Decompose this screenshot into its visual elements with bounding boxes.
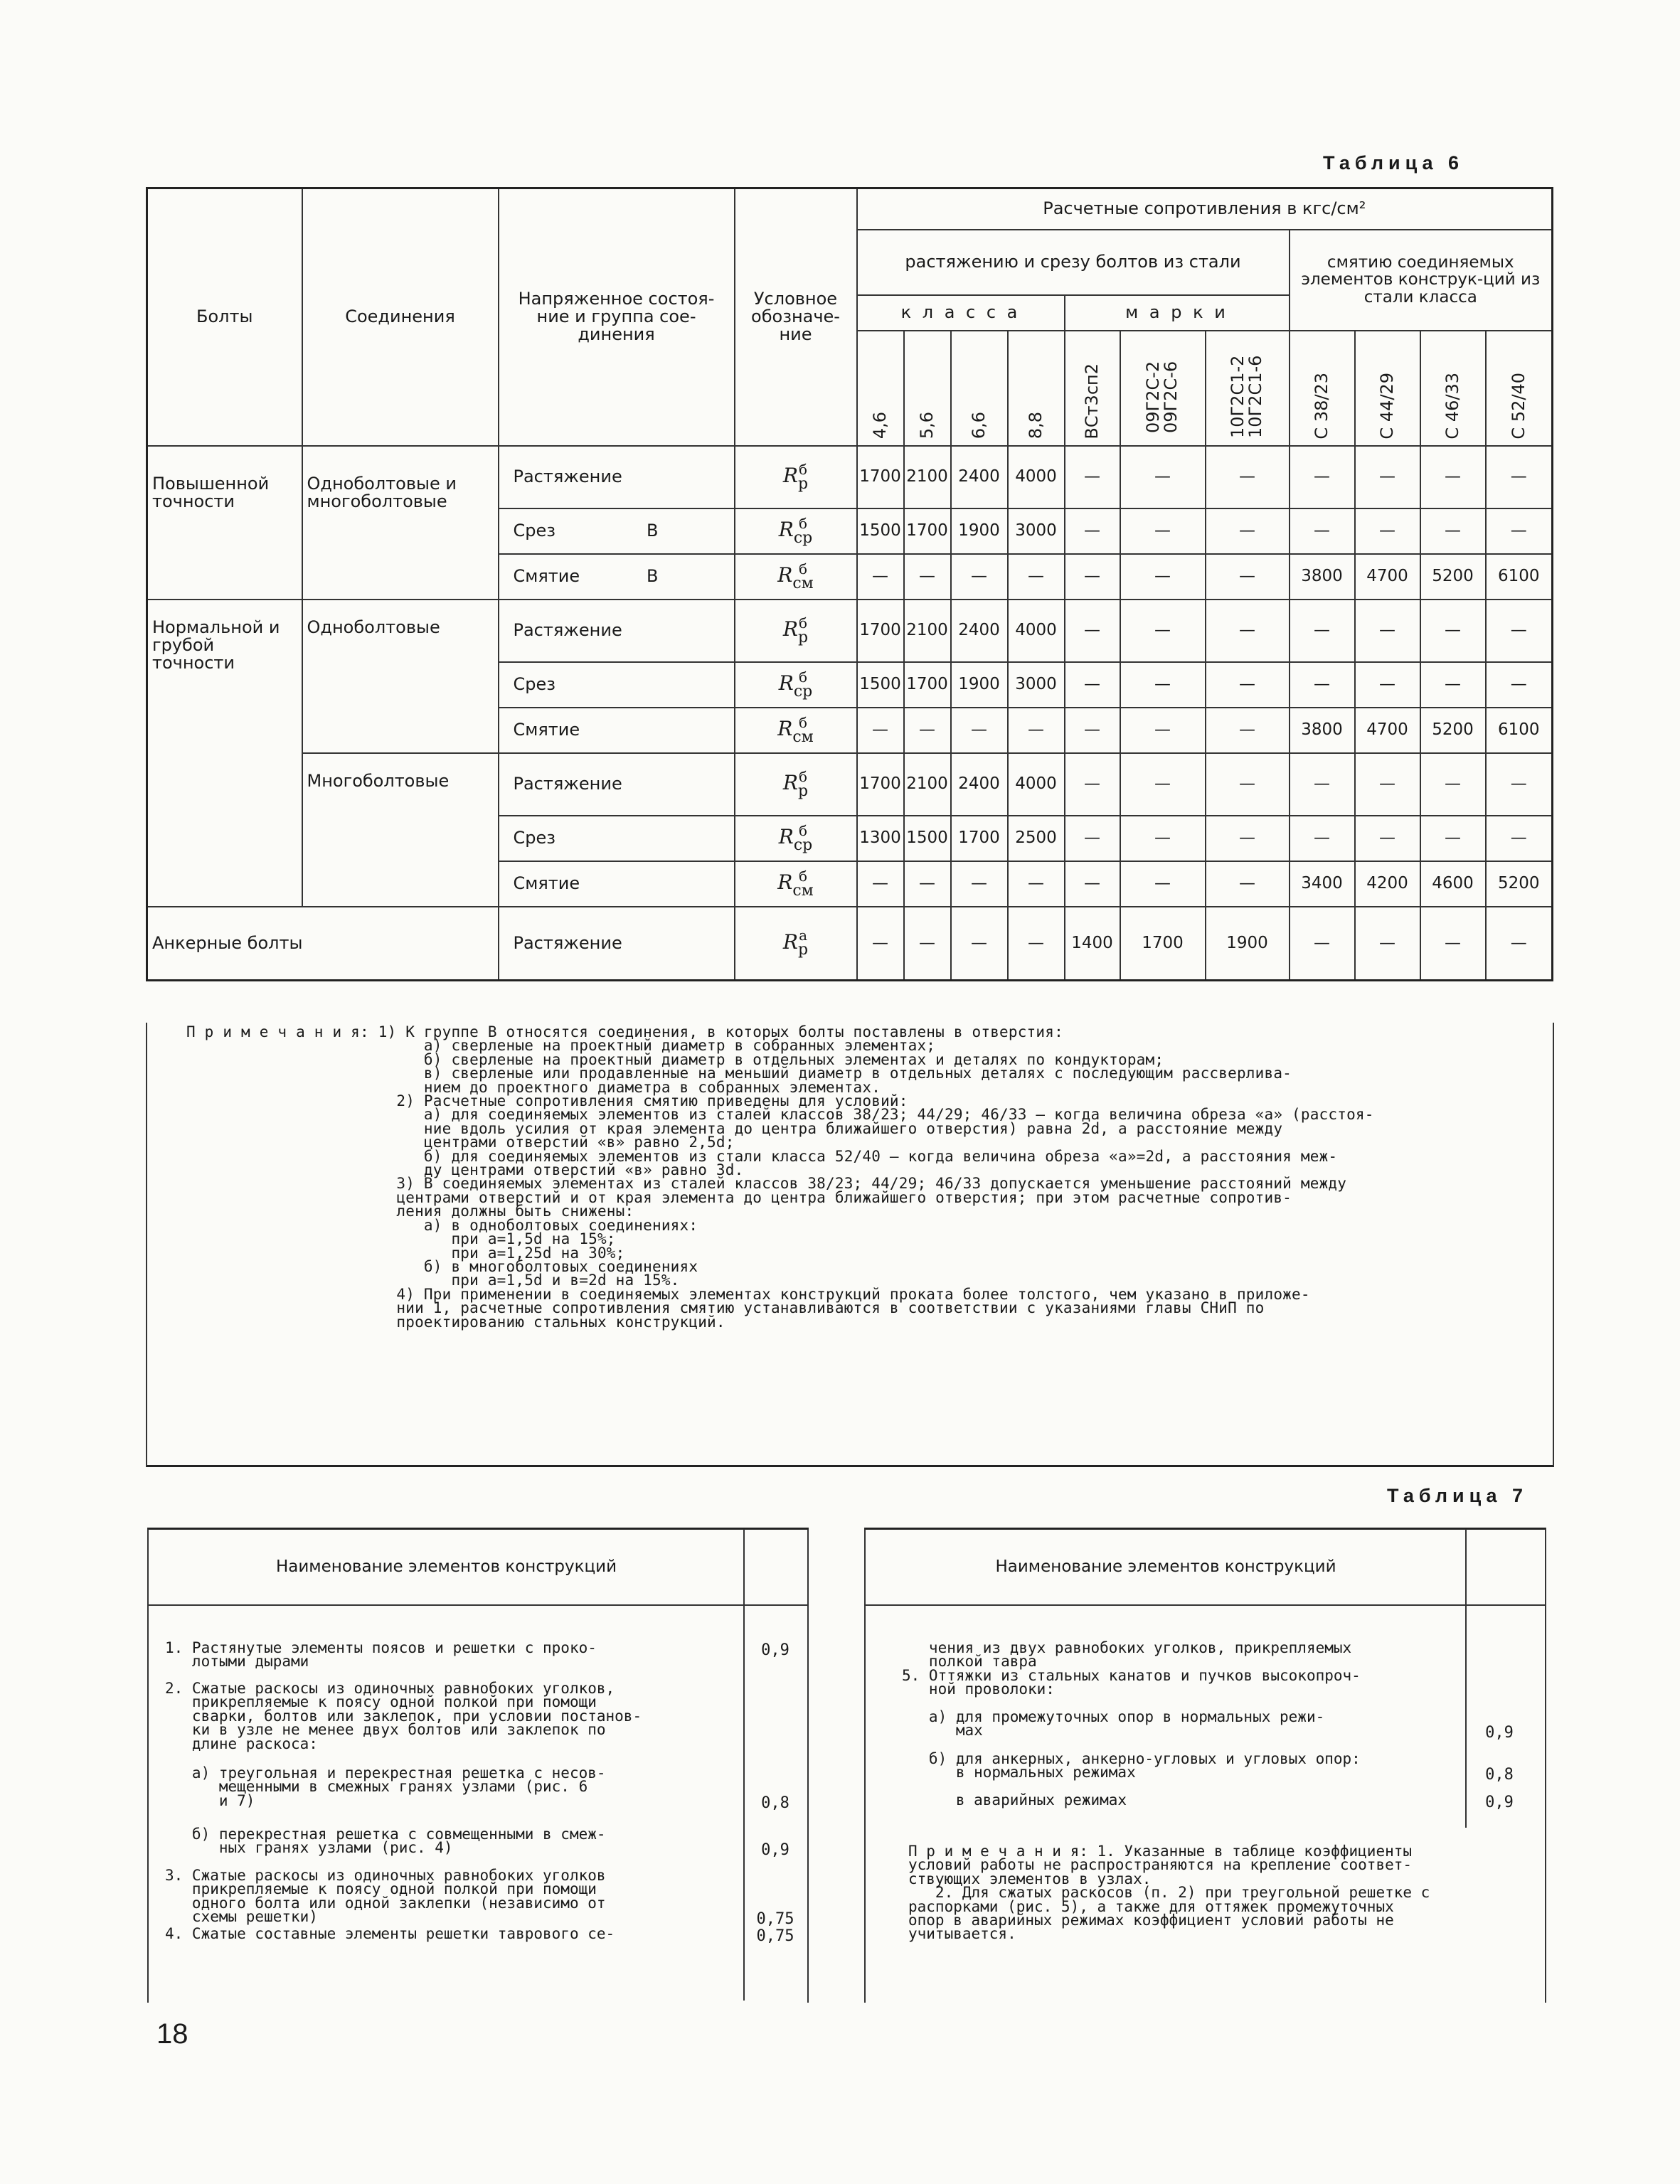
value-cell: — (1120, 753, 1206, 816)
connection-group: В (647, 520, 659, 540)
table7-right-header-line (864, 1604, 1545, 1606)
symbol-subscript: р (798, 474, 809, 493)
symbol-letter: R (778, 671, 794, 695)
column-header (951, 331, 1008, 446)
table7-right-header: Наименование элементов конструкций (995, 1557, 1336, 1576)
symbol-subscript: см (792, 574, 814, 592)
symbol-subscript: см (792, 728, 814, 746)
value-cell: 1900 (1206, 907, 1290, 981)
table6 (146, 187, 1553, 981)
table-row (147, 753, 1553, 816)
stress-state-label: Растяжение (513, 773, 622, 794)
header-stress: Напряженное состоя-ние и группа сое-динения (499, 188, 735, 446)
value-cell: — (1290, 753, 1355, 816)
column-header (1290, 331, 1355, 446)
value-cell: 3000 (1008, 662, 1065, 708)
value-cell: 1700 (857, 753, 904, 816)
value-cell: — (1355, 753, 1420, 816)
value-cell: — (1120, 816, 1206, 861)
table7-coefficient: 0,8 (761, 1794, 790, 1812)
table7-coefficient: 0,9 (1485, 1794, 1514, 1811)
value-cell: 1900 (951, 662, 1008, 708)
table7-item: а) треугольная и перекрестная решетка с несов- мещенными в смежных гранях узлами (рис. 6 и 7) (191, 1764, 606, 1809)
table7-item: в аварийных режимах (902, 1791, 1127, 1809)
value-cell: — (1065, 446, 1120, 508)
value-cell: 2100 (904, 446, 951, 508)
stress-state (499, 554, 735, 600)
symbol-superscript: б (799, 514, 808, 532)
symbol-superscript: б (799, 668, 808, 686)
value-cell: — (1355, 508, 1420, 554)
stress-state-label: Срез (513, 520, 556, 540)
stress-state (499, 508, 735, 554)
stress-state-label: Срез (513, 673, 556, 694)
column-header-label: 6,6 (968, 412, 989, 440)
value-cell: — (1008, 554, 1065, 600)
stress-state (499, 446, 735, 508)
value-cell: — (1290, 600, 1355, 662)
symbol-subscript: ср (793, 836, 813, 854)
header-bearing: смятию соединяемых элементов конструк-ций из стали класса (1290, 230, 1553, 331)
value-cell: — (904, 554, 951, 600)
value-cell: — (1420, 753, 1486, 816)
symbol-subscript: см (792, 881, 814, 900)
value-cell: — (904, 907, 951, 981)
value-cell: 1500 (857, 508, 904, 554)
table7-coefficient: 0,75 (756, 1910, 794, 1929)
symbol-superscript: б (799, 867, 808, 885)
value-cell: 1700 (857, 446, 904, 508)
symbol-subscript: р (798, 628, 809, 646)
column-header (904, 331, 951, 446)
symbol (735, 907, 857, 981)
stress-state (499, 816, 735, 861)
value-cell: — (1420, 446, 1486, 508)
symbol-superscript: б (799, 460, 808, 478)
value-cell: — (1120, 662, 1206, 708)
table7-item: а) для промежуточных опор в нормальных режи- мах (928, 1708, 1325, 1740)
value-cell: — (1065, 662, 1120, 708)
column-header (1120, 331, 1206, 446)
column-header-label: С 44/29 (1376, 372, 1397, 440)
symbol-superscript: б (799, 767, 808, 785)
column-header (1206, 331, 1290, 446)
value-cell: — (1120, 508, 1206, 554)
value-cell: — (1355, 662, 1420, 708)
value-cell: — (1290, 907, 1355, 981)
table7-right-col-divider (1465, 1529, 1467, 1828)
symbol-letter: R (777, 870, 793, 894)
symbol-superscript: б (799, 560, 808, 577)
table7-left-col-divider (743, 1529, 745, 2001)
symbol (735, 554, 857, 600)
value-cell: — (1206, 554, 1290, 600)
value-cell: — (1290, 508, 1355, 554)
column-header (1065, 331, 1120, 446)
value-cell: — (1065, 600, 1120, 662)
column-header (857, 331, 904, 446)
symbol (735, 662, 857, 708)
value-cell: — (951, 861, 1008, 907)
value-cell: — (1206, 708, 1290, 753)
header-calc-resistance: Расчетные сопротивления в кгс/см² (857, 188, 1553, 230)
symbol (735, 446, 857, 508)
value-cell: — (1355, 816, 1420, 861)
column-header (1420, 331, 1486, 446)
column-header-label: 5,6 (916, 412, 937, 440)
value-cell: — (1486, 508, 1553, 554)
value-cell: — (1206, 662, 1290, 708)
symbol (735, 708, 857, 753)
value-cell: 1700 (857, 600, 904, 662)
table7-item: 2. Сжатые раскосы из одиночных равнобоких уголков, прикрепляемые к поясу одной полкой при помощи сварки, болтов или заклепок, при условии постанов- ки в узле не менее двух болтов или заклепок по длине раскоса: (165, 1680, 642, 1752)
connection-type: Многоболтовые (302, 753, 499, 907)
value-cell: — (1486, 907, 1553, 981)
stress-state (499, 907, 735, 981)
header-bolts: Болты (147, 188, 302, 446)
value-cell: — (1065, 708, 1120, 753)
stress-state-label: Растяжение (513, 619, 622, 640)
value-cell: 4000 (1008, 753, 1065, 816)
stress-state-label: Смятие (513, 873, 580, 893)
column-header-label: 4,6 (869, 412, 890, 440)
value-cell: 4000 (1008, 446, 1065, 508)
value-cell: — (1120, 708, 1206, 753)
stress-state (499, 753, 735, 816)
value-cell: — (951, 708, 1008, 753)
value-cell: 6100 (1486, 554, 1553, 600)
value-cell: 6100 (1486, 708, 1553, 753)
table7-item: 4. Сжатые составные элементы решетки таврового се- (165, 1925, 615, 1942)
value-cell: 4700 (1355, 708, 1420, 753)
value-cell: — (1420, 662, 1486, 708)
value-cell: — (1206, 753, 1290, 816)
value-cell: — (1290, 816, 1355, 861)
value-cell: 1700 (1120, 907, 1206, 981)
page-number: 18 (156, 2018, 188, 2050)
symbol-letter: R (782, 617, 798, 641)
table6-caption: Таблица 6 (1323, 152, 1464, 174)
value-cell: — (1355, 446, 1420, 508)
value-cell: — (1420, 600, 1486, 662)
column-header-label: 09Г2С-2 09Г2С-6 (1143, 360, 1181, 433)
header-class: к л а с с а (857, 295, 1065, 331)
value-cell: 1500 (857, 662, 904, 708)
connection-type: Одноболтовые (302, 600, 499, 753)
bolt-type: Нормальной и грубой точности (147, 600, 302, 907)
value-cell: 1700 (951, 816, 1008, 861)
value-cell: 1900 (951, 508, 1008, 554)
stress-state (499, 861, 735, 907)
table-row (147, 600, 1553, 662)
value-cell: 4200 (1355, 861, 1420, 907)
value-cell: — (1290, 662, 1355, 708)
value-cell: — (1008, 708, 1065, 753)
table7-left-header-line (147, 1604, 807, 1606)
stress-state-label: Растяжение (513, 932, 622, 953)
symbol (735, 508, 857, 554)
value-cell: 1700 (904, 662, 951, 708)
table7-left-header: Наименование элементов конструкций (275, 1557, 617, 1576)
value-cell: 2100 (904, 600, 951, 662)
symbol-superscript: б (799, 713, 808, 731)
value-cell: — (1206, 816, 1290, 861)
value-cell: — (1065, 508, 1120, 554)
value-cell: — (904, 861, 951, 907)
symbol-superscript: б (799, 821, 808, 839)
value-cell: 4000 (1008, 600, 1065, 662)
value-cell: — (1420, 508, 1486, 554)
value-cell: — (1206, 600, 1290, 662)
symbol-letter: R (777, 563, 793, 587)
header-grade: м а р к и (1065, 295, 1290, 331)
column-header-label: 8,8 (1025, 412, 1046, 440)
value-cell: — (1355, 907, 1420, 981)
table7-coefficient: 0,9 (761, 1641, 790, 1659)
table7-notes: П р и м е ч а н и я: 1. Указанные в таблице коэффициенты условий работы не распространяются на крепление соответ- ствующих элементов в узлах. 2. Для сжатых раскосов (п. 2) при треугольной решетке с распорками (рис. 5), а также для оттяжек промежуточных опор в аварийных режимах коэффициент условий работы не учитывается. (908, 1843, 1430, 1943)
symbol-letter: R (782, 464, 798, 487)
value-cell: 3800 (1290, 554, 1355, 600)
table7-item: чения из двух равнобоких уголков, прикрепляемых полкой тавра 5. Оттяжки из стальных канатов и пучков высокопроч- ной проволоки: (902, 1639, 1361, 1698)
table7-coefficient: 0,75 (756, 1927, 794, 1945)
value-cell: — (1065, 816, 1120, 861)
value-cell: — (904, 708, 951, 753)
table7-caption: Таблица 7 (1387, 1485, 1529, 1506)
value-cell: — (1206, 508, 1290, 554)
value-cell: — (1206, 861, 1290, 907)
stress-state-label: Смятие (513, 565, 580, 586)
value-cell: 2400 (951, 446, 1008, 508)
value-cell: 1300 (857, 816, 904, 861)
value-cell: 2500 (1008, 816, 1065, 861)
value-cell: — (1120, 600, 1206, 662)
symbol-superscript: а (799, 927, 808, 944)
value-cell: — (1120, 861, 1206, 907)
value-cell: — (951, 554, 1008, 600)
stress-state-label: Смятие (513, 719, 580, 740)
table7-item: б) перекрестная решетка с совмещенными в смеж- ных гранях узлами (рис. 4) (191, 1826, 606, 1857)
symbol (735, 753, 857, 816)
value-cell: 4700 (1355, 554, 1420, 600)
value-cell: — (1486, 816, 1553, 861)
value-cell: — (857, 708, 904, 753)
column-header (1486, 331, 1553, 446)
value-cell: — (1486, 753, 1553, 816)
stress-state (499, 662, 735, 708)
symbol-subscript: р (798, 782, 809, 800)
table7-item: 3. Сжатые раскосы из одиночных равнобоких уголков прикрепляемые к поясу одной полкой при помощи одного болта или одной заклепки (независимо от схемы решетки) (165, 1867, 606, 1926)
table-row (147, 907, 1553, 981)
table-row (147, 446, 1553, 508)
header-tension-shear: растяжению и срезу болтов из стали (857, 230, 1290, 295)
stress-state (499, 600, 735, 662)
column-header (1355, 331, 1420, 446)
value-cell: — (1486, 446, 1553, 508)
value-cell: — (857, 554, 904, 600)
value-cell: — (1290, 446, 1355, 508)
value-cell: 4600 (1420, 861, 1486, 907)
header-connections: Соединения (302, 188, 499, 446)
column-header-label: С 52/40 (1508, 372, 1529, 440)
symbol-subscript: ср (793, 682, 813, 701)
value-cell: 3400 (1290, 861, 1355, 907)
value-cell: 2100 (904, 753, 951, 816)
value-cell: — (857, 907, 904, 981)
symbol (735, 816, 857, 861)
value-cell: — (1486, 600, 1553, 662)
header-symbol: Условное обозначе-ние (735, 188, 857, 446)
table7-coefficient: 0,9 (761, 1841, 790, 1860)
value-cell: — (1420, 816, 1486, 861)
value-cell: 2400 (951, 753, 1008, 816)
value-cell: 3800 (1290, 708, 1355, 753)
value-cell: — (1206, 446, 1290, 508)
symbol-subscript: ср (793, 528, 813, 547)
symbol-letter: R (782, 771, 798, 794)
value-cell: — (1355, 600, 1420, 662)
symbol (735, 861, 857, 907)
symbol-letter: R (782, 929, 798, 954)
value-cell: — (1120, 554, 1206, 600)
stress-state-label: Растяжение (513, 466, 622, 486)
table7-coefficient: 0,8 (1485, 1766, 1514, 1784)
value-cell: — (1420, 907, 1486, 981)
symbol (735, 600, 857, 662)
value-cell: — (951, 907, 1008, 981)
symbol-letter: R (778, 518, 794, 541)
value-cell: 1400 (1065, 907, 1120, 981)
value-cell: 1500 (904, 816, 951, 861)
column-header-label: С 38/23 (1311, 372, 1331, 440)
connection-group: В (647, 565, 659, 586)
value-cell: — (1065, 554, 1120, 600)
symbol-subscript: р (798, 941, 809, 959)
table6-notes: П р и м е ч а н и я: 1) К группе В относятся соединения, в которых болты поставлены в отверстия: а) сверленые на проектный диаметр в собранных элементах; б) сверленые на проектный диаметр в отдельных элементах и деталях по кондукторам; в) сверленые или продавленные на меньший диаметр в отдельных деталях с последующим рассверлива- нием до проектного диаметра в собранных элементах. 2) Расчетные сопротивления смятию приведены для условий: а) для соединяемых элементов из сталей классов 38/23; 44/29; 46/33 — когда величина обреза «а» (расстоя- ние вдоль усилия от края элемента до центра ближайшего отверстия) равна 2d, а расстояние между центрами отверстий «в» равно 2,5d; б) для соединяемых элементов из стали класса 52/40 — когда величина обреза «а»=2d, а расстояния меж- ду центрами отверстий «в» равно 3d. 3) В соединяемых элементах из сталей классов 38/23; 44/29; 46/33 допускается уменьшение расстояний между центрами отверстий и от края элемента до центра ближайшего отверстия; при этом расчетные сопротив- ления должны быть снижены: а) в одноболтовых соединениях: при a=1,5d на 15%; при a=1,25d на 30%; б) в многоболтовых соединениях при a=1,5d и в=2d на 15%. 4) При применении в соединяемых элементах конструкций проката более толстого, чем указано в приложе- нии 1, расчетные сопротивления смятию устанавливаются в соответствии с указаниями главы СНиП по проектированию стальных конструкций. (186, 1023, 1374, 1331)
bolt-type: Повышенной точности (147, 446, 302, 600)
value-cell: 1700 (904, 508, 951, 554)
symbol-letter: R (778, 825, 794, 848)
value-cell: — (1065, 861, 1120, 907)
value-cell: 5200 (1486, 861, 1553, 907)
value-cell: 5200 (1420, 554, 1486, 600)
table7-coefficient: 0,9 (1485, 1724, 1514, 1742)
value-cell: — (1120, 446, 1206, 508)
value-cell: — (1065, 753, 1120, 816)
column-header-label: ВСт3сп2 (1081, 363, 1102, 440)
value-cell: — (1008, 861, 1065, 907)
stress-state (499, 708, 735, 753)
column-header-label: 10Г2С1-2 10Г2С1-6 (1228, 355, 1266, 438)
stress-state-label: Срез (513, 827, 556, 848)
table7-item: б) для анкерных, анкерно-угловых и угловых опор: в нормальных режимах (928, 1750, 1361, 1781)
table7-item: 1. Растянутые элементы поясов и решетки с проко- лотыми дырами (165, 1639, 597, 1671)
symbol-letter: R (777, 717, 793, 740)
value-cell: 3000 (1008, 508, 1065, 554)
connection-type: Одноболтовые и многоболтовые (302, 446, 499, 600)
value-cell: 5200 (1420, 708, 1486, 753)
value-cell: — (1008, 907, 1065, 981)
value-cell: — (1486, 662, 1553, 708)
column-header-label: С 46/33 (1442, 372, 1462, 440)
value-cell: — (857, 861, 904, 907)
column-header (1008, 331, 1065, 446)
symbol-superscript: б (799, 614, 808, 632)
value-cell: 2400 (951, 600, 1008, 662)
bolt-type: Анкерные болты (147, 907, 499, 981)
